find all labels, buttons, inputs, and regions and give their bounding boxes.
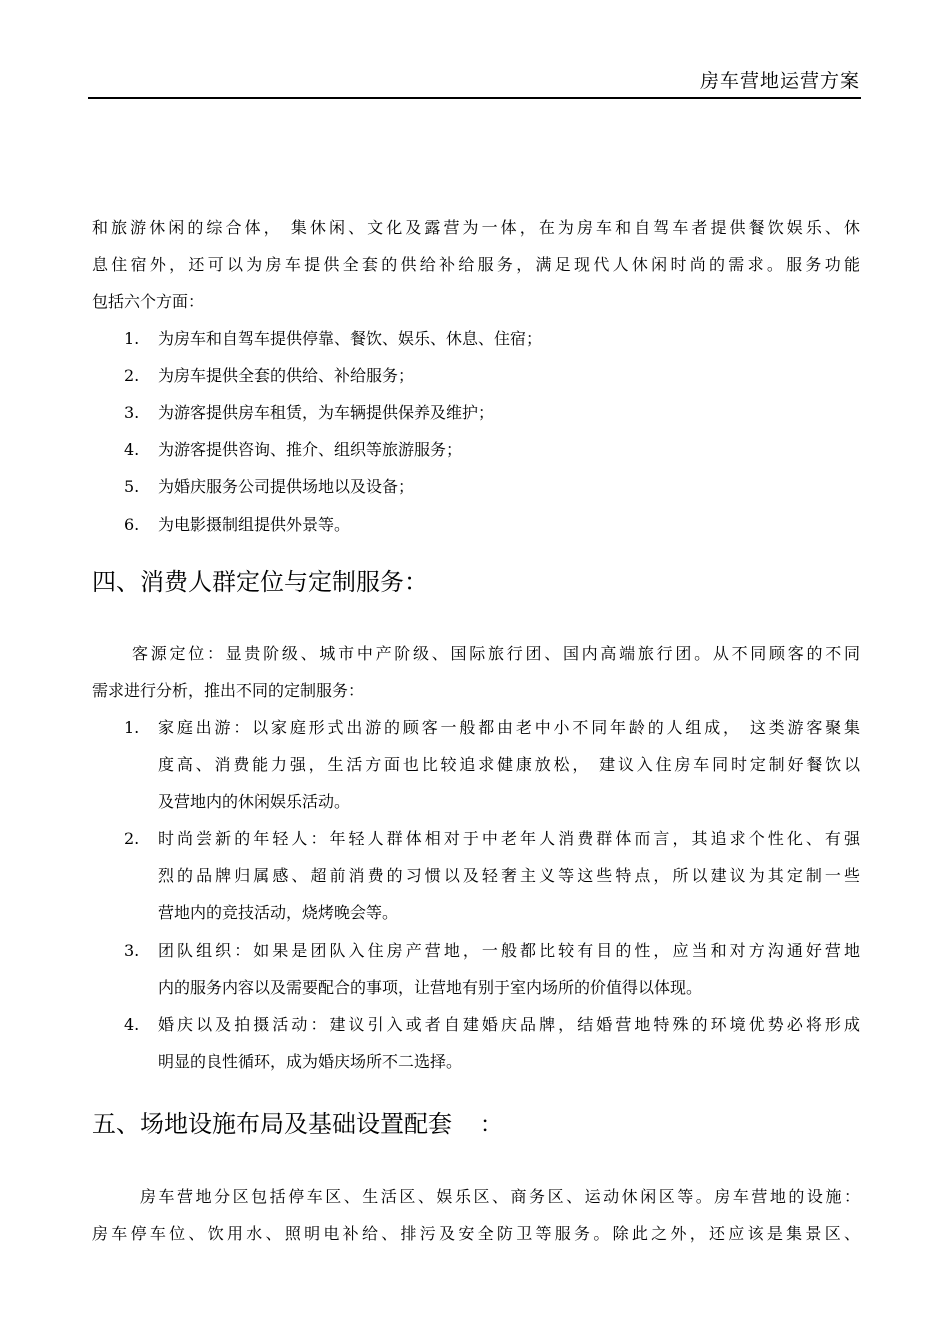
segment-number: 2. (124, 829, 140, 848)
service-number: 1. (124, 329, 140, 348)
segment-line: 度高、消费能力强，生活方面也比较追求健康放松， 建议入住房车同时定制好餐饮以 (158, 755, 860, 774)
service-item: 为婚庆服务公司提供场地以及设备； (158, 477, 415, 496)
segment-line: 及营地内的休闲娱乐活动。 (158, 792, 351, 811)
section-5-line-1: 房车营地分区包括停车区、生活区、娱乐区、商务区、运动休闲区等。房车营地的设施： (140, 1187, 860, 1206)
service-item: 为电影摄制组提供外景等。 (158, 515, 351, 534)
service-item: 为房车提供全套的供给、补给服务； (158, 366, 415, 385)
segment-line: 营地内的竞技活动，烧烤晚会等。 (158, 903, 399, 922)
segment-line: 烈的品牌归属感、超前消费的习惯以及轻奢主义等这些特点，所以建议为其定制一些 (158, 866, 860, 885)
intro-line-3: 包括六个方面： (92, 292, 205, 311)
section-5-line-2: 房车停车位、饮用水、照明电补给、排污及安全防卫等服务。除此之外，还应该是集景区、 (92, 1224, 860, 1243)
service-item: 为房车和自驾车提供停靠、餐饮、娱乐、休息、住宿； (158, 329, 543, 348)
intro-line-2: 息住宿外，还可以为房车提供全套的供给补给服务，满足现代人休闲时尚的需求。服务功能 (92, 255, 860, 274)
service-item: 为游客提供房车租赁，为车辆提供保养及维护； (158, 403, 495, 422)
segment-number: 3. (124, 941, 140, 960)
intro-line-1: 和旅游休闲的综合体， 集休闲、文化及露营为一体，在为房车和自驾车者提供餐饮娱乐、休 (92, 218, 860, 237)
section-5-heading (92, 1108, 502, 1142)
section-5-heading-text: 五、场地设施布局及基础设置配套 (92, 1110, 452, 1138)
section-4-intro-line-1: 客源定位：显贵阶级、城市中产阶级、国际旅行团、国内高端旅行团。从不同顾客的不同 (132, 644, 860, 663)
section-5-heading-colon: ： (480, 1113, 503, 1138)
header-title: 房车营地运营方案 (699, 70, 860, 92)
section-4-heading: 四、消费人群定位与定制服务： (92, 568, 428, 596)
segment-number: 1. (124, 718, 140, 737)
segment-line: 内的服务内容以及需要配合的事项，让营地有别于室内场所的价值得以体现。 (158, 978, 703, 997)
segment-line: 团队组织：如果是团队入住房产营地，一般都比较有目的性，应当和对方沟通好营地 (158, 941, 860, 960)
service-number: 6. (124, 515, 140, 534)
service-item: 为游客提供咨询、推介、组织等旅游服务； (158, 440, 463, 459)
service-number: 4. (124, 440, 140, 459)
segment-line: 时尚尝新的年轻人：年轻人群体相对于中老年人消费群体而言，其追求个性化、有强 (158, 829, 860, 848)
segment-number: 4. (124, 1015, 140, 1034)
segment-line: 婚庆以及拍摄活动：建议引入或者自建婚庆品牌，结婚营地特殊的环境优势必将形成 (158, 1015, 860, 1034)
segment-line: 明显的良性循环，成为婚庆场所不二选择。 (158, 1052, 463, 1071)
service-number: 5. (124, 477, 140, 496)
service-number: 3. (124, 403, 140, 422)
segment-line: 家庭出游：以家庭形式出游的顾客一般都由老中小不同年龄的人组成， 这类游客聚集 (158, 718, 860, 737)
section-4-intro-line-2: 需求进行分析，推出不同的定制服务： (92, 681, 365, 700)
service-number: 2. (124, 366, 140, 385)
header-divider (88, 97, 861, 99)
